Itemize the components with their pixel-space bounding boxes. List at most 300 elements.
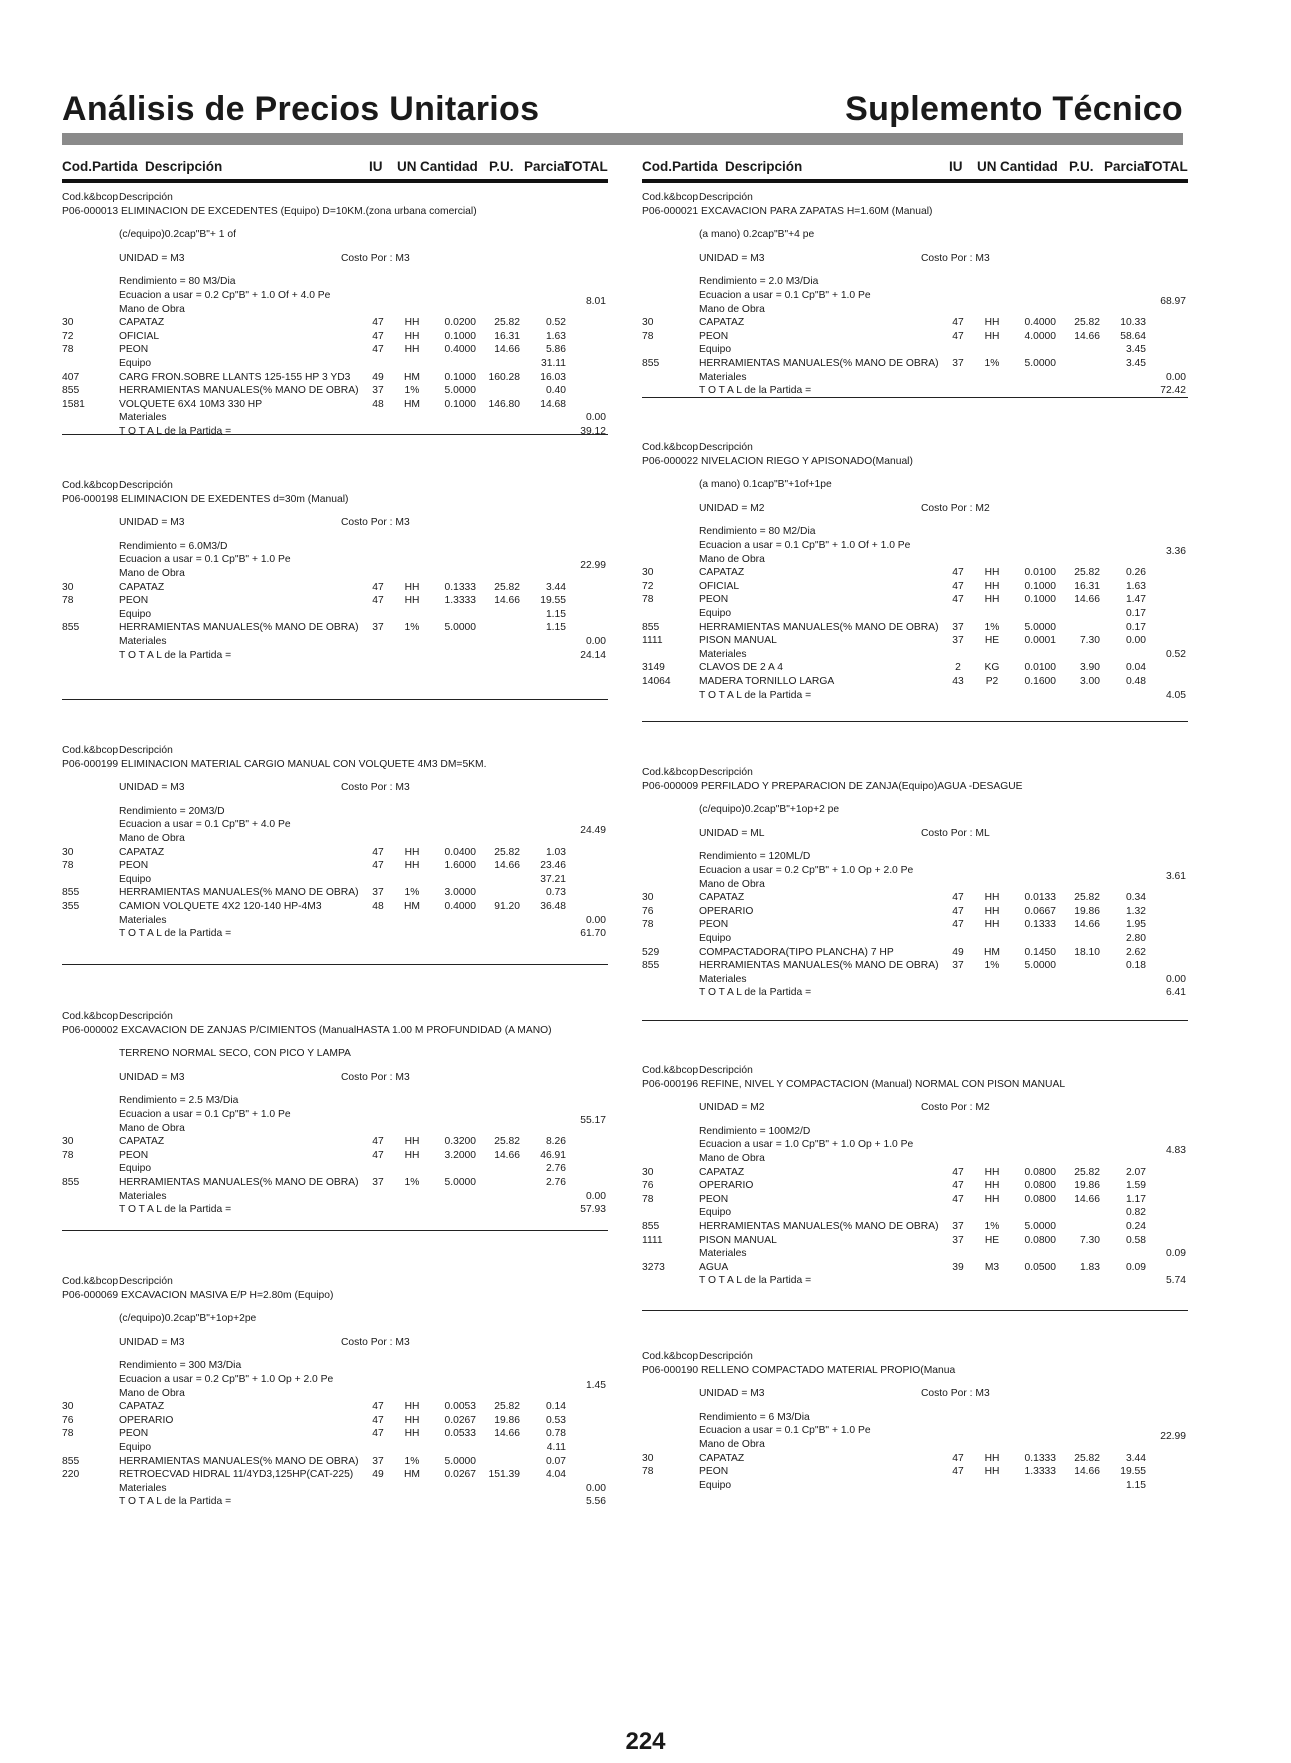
resource-iu: 47 bbox=[952, 905, 964, 917]
resource-unit-price: 19.86 bbox=[1074, 1180, 1100, 1192]
resource-row bbox=[62, 1468, 608, 1482]
spacer bbox=[642, 265, 1188, 275]
spacer bbox=[62, 1349, 608, 1359]
resource-unit: HH bbox=[404, 330, 420, 342]
resource-partial: 23.46 bbox=[540, 860, 566, 872]
right-column bbox=[642, 157, 1188, 1491]
resource-description: PEON bbox=[119, 1149, 149, 1161]
materiales-label: Materiales bbox=[699, 973, 747, 985]
spacer bbox=[642, 840, 1188, 850]
resource-iu: 47 bbox=[372, 860, 384, 872]
resource-description: PEON bbox=[699, 1193, 729, 1205]
resource-description: CAPATAZ bbox=[699, 892, 745, 904]
unidad-text: UNIDAD = ML bbox=[699, 827, 765, 839]
spacer bbox=[642, 1091, 1188, 1101]
costo-por-text: Costo Por : M3 bbox=[921, 252, 990, 264]
resource-iu: 47 bbox=[952, 317, 964, 329]
unidad-row bbox=[642, 1101, 1188, 1115]
materiales-row bbox=[642, 1247, 1188, 1261]
resource-quantity: 0.0100 bbox=[1024, 662, 1056, 674]
rendimiento-row bbox=[62, 1359, 608, 1373]
ecuacion-row bbox=[62, 818, 608, 832]
partida-total-label: T O T A L de la Partida = bbox=[699, 1275, 812, 1287]
block-label-row bbox=[62, 1275, 608, 1289]
header-iu: IU bbox=[949, 159, 963, 174]
resource-code: 355 bbox=[62, 900, 80, 912]
ecuacion-row bbox=[62, 289, 608, 303]
resource-code: 30 bbox=[62, 1401, 74, 1413]
resource-unit: HH bbox=[404, 344, 420, 356]
partida-title-row bbox=[642, 1364, 1188, 1378]
mano-de-obra-total: 3.61 bbox=[1165, 870, 1186, 882]
resource-description: OPERARIO bbox=[699, 1180, 754, 1192]
header-descripcion: Descripción bbox=[725, 159, 803, 174]
resource-quantity: 0.1333 bbox=[1024, 1452, 1056, 1464]
partida-block bbox=[62, 191, 608, 439]
rendimiento-text: Rendimiento = 2.5 M3/Dia bbox=[119, 1095, 239, 1107]
resource-unit-price: 16.31 bbox=[1074, 580, 1100, 592]
block-label-row bbox=[62, 744, 608, 758]
rendimiento-text: Rendimiento = 2.0 M3/Dia bbox=[699, 276, 819, 288]
resource-description: PEON bbox=[119, 1428, 149, 1440]
ecuacion-text: Ecuacion a usar = 0.1 Cp"B" + 1.0 Pe bbox=[119, 1108, 291, 1120]
partida-total-row bbox=[62, 425, 608, 439]
resource-description: CAPATAZ bbox=[119, 1136, 165, 1148]
unidad-row bbox=[62, 252, 608, 266]
cod-label: Cod.k&bcop bbox=[642, 1065, 699, 1076]
rendimiento-row bbox=[62, 1094, 608, 1108]
resource-description: CAPATAZ bbox=[119, 1401, 165, 1413]
resource-quantity: 5.0000 bbox=[444, 622, 476, 634]
resource-partial: 0.14 bbox=[545, 1401, 566, 1413]
resource-row bbox=[642, 1234, 1188, 1248]
resource-partial: 0.53 bbox=[545, 1414, 566, 1426]
resource-description: CAPATAZ bbox=[699, 317, 745, 329]
resource-iu: 47 bbox=[372, 595, 384, 607]
resource-iu: 48 bbox=[372, 900, 384, 912]
equipo-total: 31.11 bbox=[540, 357, 566, 369]
descripcion-label: Descripción bbox=[119, 192, 173, 203]
partida-block bbox=[62, 479, 608, 662]
header-total: TOTAL bbox=[564, 159, 608, 174]
resource-unit: HH bbox=[984, 1193, 1000, 1205]
equipo-total: 0.82 bbox=[1125, 1207, 1146, 1219]
resource-description: MADERA TORNILLO LARGA bbox=[699, 675, 835, 687]
resource-description: HERRAMIENTAS MANUALES(% MANO DE OBRA) bbox=[119, 622, 359, 634]
resource-iu: 47 bbox=[952, 1193, 964, 1205]
resource-code: 855 bbox=[62, 622, 80, 634]
equipo-row bbox=[642, 932, 1188, 946]
resource-row bbox=[62, 1149, 608, 1163]
resource-iu: 47 bbox=[372, 1428, 384, 1440]
resource-iu: 47 bbox=[952, 1166, 964, 1178]
resource-quantity: 0.0400 bbox=[444, 846, 476, 858]
materiales-row bbox=[62, 635, 608, 649]
header-cod-partida: Cod.Partida bbox=[62, 159, 138, 174]
resource-partial: 0.40 bbox=[545, 385, 566, 397]
resource-unit: 1% bbox=[404, 622, 420, 634]
materiales-row bbox=[62, 411, 608, 425]
resource-code: 76 bbox=[642, 905, 654, 917]
block-label-row bbox=[642, 191, 1188, 205]
resource-unit: 1% bbox=[404, 1455, 420, 1467]
resource-unit: HH bbox=[404, 1401, 420, 1413]
resource-partial: 1.47 bbox=[1125, 594, 1146, 606]
descripcion-label: Descripción bbox=[699, 442, 753, 453]
block-label-row bbox=[62, 191, 608, 205]
resource-description: PEON bbox=[119, 860, 149, 872]
materiales-label: Materiales bbox=[119, 412, 167, 424]
descripcion-label: Descripción bbox=[119, 1011, 173, 1022]
equipo-total: 2.76 bbox=[545, 1163, 566, 1175]
resource-unit-price: 91.20 bbox=[494, 900, 520, 912]
block-label-row bbox=[642, 1064, 1188, 1078]
resource-quantity: 5.0000 bbox=[1024, 621, 1056, 633]
resource-unit: 1% bbox=[984, 621, 1000, 633]
resource-quantity: 0.0500 bbox=[1024, 1261, 1056, 1273]
partida-note-row bbox=[62, 1047, 608, 1061]
resource-iu: 37 bbox=[952, 357, 964, 369]
resource-iu: 47 bbox=[372, 317, 384, 329]
ecuacion-text: Ecuacion a usar = 0.1 Cp"B" + 1.0 Pe bbox=[119, 554, 291, 566]
mano-de-obra-label: Mano de Obra bbox=[119, 567, 185, 579]
mano-de-obra-total: 3.36 bbox=[1165, 545, 1186, 557]
resource-unit: HH bbox=[404, 1149, 420, 1161]
partida-title-row bbox=[642, 780, 1188, 794]
block-label-row bbox=[642, 766, 1188, 780]
resource-partial: 16.03 bbox=[540, 371, 566, 383]
partida-total-value: 61.70 bbox=[580, 928, 606, 940]
resource-description: CAPATAZ bbox=[699, 1452, 745, 1464]
resource-quantity: 3.0000 bbox=[444, 887, 476, 899]
resource-quantity: 5.0000 bbox=[1024, 960, 1056, 972]
partida-total-row bbox=[642, 1274, 1188, 1288]
resource-partial: 46.91 bbox=[540, 1149, 566, 1161]
resource-quantity: 3.2000 bbox=[444, 1149, 476, 1161]
equipo-total: 3.45 bbox=[1125, 344, 1146, 356]
resource-row bbox=[62, 621, 608, 635]
resource-unit: 1% bbox=[984, 357, 1000, 369]
resource-description: PEON bbox=[119, 344, 149, 356]
resource-iu: 39 bbox=[952, 1261, 964, 1273]
resource-unit: HH bbox=[984, 1466, 1000, 1478]
resource-code: 3149 bbox=[642, 662, 665, 674]
spacer bbox=[642, 793, 1188, 803]
block-separator bbox=[642, 397, 1188, 398]
resource-quantity: 5.0000 bbox=[1024, 357, 1056, 369]
resource-unit-price: 14.66 bbox=[494, 595, 520, 607]
resource-row bbox=[642, 357, 1188, 371]
resource-description: PEON bbox=[119, 595, 149, 607]
partida-code-title: P06-000002 EXCAVACION DE ZANJAS P/CIMIENTOS (ManualHASTA 1.00 M PROFUNDIDAD (A MANO) bbox=[62, 1024, 552, 1036]
resource-unit-price: 14.66 bbox=[1074, 1193, 1100, 1205]
equipo-total: 4.11 bbox=[546, 1441, 566, 1453]
resource-code: 855 bbox=[642, 357, 660, 369]
resource-partial: 1.63 bbox=[1125, 580, 1146, 592]
equipo-row bbox=[62, 1441, 608, 1455]
partida-code-title: P06-000069 EXCAVACION MASIVA E/P H=2.80m (Equipo) bbox=[62, 1289, 334, 1301]
resource-row bbox=[62, 581, 608, 595]
block-label-row bbox=[642, 441, 1188, 455]
costo-por-text: Costo Por : M3 bbox=[341, 252, 410, 264]
partida-total-value: 5.56 bbox=[585, 1496, 606, 1508]
partida-total-label: T O T A L de la Partida = bbox=[119, 649, 232, 661]
resource-partial: 0.04 bbox=[1125, 662, 1146, 674]
resource-code: 78 bbox=[642, 594, 654, 606]
unidad-row bbox=[642, 252, 1188, 266]
cod-label: Cod.k&bcop bbox=[62, 192, 119, 203]
resource-row bbox=[62, 316, 608, 330]
cod-label: Cod.k&bcop bbox=[62, 1276, 119, 1287]
resource-iu: 37 bbox=[372, 622, 384, 634]
resource-partial: 2.76 bbox=[545, 1176, 566, 1188]
header-un: UN bbox=[397, 159, 417, 174]
partida-code-title: P06-000009 PERFILADO Y PREPARACION DE ZANJA(Equipo)AGUA -DESAGUE bbox=[642, 780, 1023, 792]
resource-quantity: 5.0000 bbox=[1024, 1220, 1056, 1232]
resource-iu: 47 bbox=[952, 594, 964, 606]
header-iu: IU bbox=[369, 159, 383, 174]
resource-unit: HM bbox=[403, 371, 420, 383]
resource-description: CAMION VOLQUETE 4X2 120-140 HP-4M3 bbox=[119, 900, 322, 912]
partida-note-row bbox=[62, 1312, 608, 1326]
unidad-text: UNIDAD = M3 bbox=[119, 1071, 185, 1083]
descripcion-label: Descripción bbox=[699, 1351, 753, 1362]
partida-code-title: P06-000022 NIVELACION RIEGO Y APISONADO(Manual) bbox=[642, 455, 913, 467]
unidad-text: UNIDAD = M3 bbox=[119, 517, 185, 529]
resource-quantity: 0.0267 bbox=[444, 1469, 476, 1481]
resource-code: 78 bbox=[62, 1149, 74, 1161]
materiales-total: 0.00 bbox=[585, 635, 606, 647]
resource-unit: HH bbox=[404, 1428, 420, 1440]
costo-por-text: Costo Por : M2 bbox=[921, 1102, 990, 1114]
spacer bbox=[642, 1401, 1188, 1411]
resource-code: 78 bbox=[642, 1466, 654, 1478]
resource-row bbox=[62, 1176, 608, 1190]
equipo-row bbox=[62, 873, 608, 887]
cod-label: Cod.k&bcop bbox=[642, 442, 699, 453]
resource-row bbox=[62, 900, 608, 914]
materiales-total: 0.52 bbox=[1165, 648, 1186, 660]
mano-de-obra-label: Mano de Obra bbox=[119, 832, 185, 844]
equipo-row bbox=[642, 343, 1188, 357]
resource-description: AGUA bbox=[699, 1261, 729, 1273]
partida-total-label: T O T A L de la Partida = bbox=[119, 928, 232, 940]
resource-row bbox=[642, 330, 1188, 344]
resource-iu: 47 bbox=[952, 892, 964, 904]
partida-block bbox=[642, 441, 1188, 702]
resource-unit: HH bbox=[404, 595, 420, 607]
partida-block bbox=[62, 1275, 608, 1509]
resource-unit-price: 3.00 bbox=[1079, 675, 1100, 687]
costo-por-text: Costo Por : M3 bbox=[341, 1336, 410, 1348]
partida-block bbox=[642, 191, 1188, 398]
resource-code: 78 bbox=[642, 1193, 654, 1205]
resource-iu: 47 bbox=[952, 1452, 964, 1464]
equipo-total: 37.21 bbox=[540, 873, 566, 885]
resource-partial: 1.32 bbox=[1125, 905, 1146, 917]
ecuacion-text: Ecuacion a usar = 1.0 Cp"B" + 1.0 Op + 1.0 Pe bbox=[699, 1139, 914, 1151]
resource-row bbox=[62, 371, 608, 385]
rendimiento-text: Rendimiento = 80 M3/Dia bbox=[119, 276, 236, 288]
resource-partial: 4.04 bbox=[545, 1469, 566, 1481]
resource-quantity: 0.1333 bbox=[1024, 919, 1056, 931]
resource-code: 1111 bbox=[642, 1234, 663, 1246]
spacer bbox=[642, 468, 1188, 478]
block-label-row bbox=[62, 479, 608, 493]
resource-quantity: 0.4000 bbox=[444, 344, 476, 356]
ecuacion-row bbox=[62, 553, 608, 567]
partida-note: (a mano) 0.1cap"B"+1of+1pe bbox=[699, 479, 832, 491]
resource-unit: HH bbox=[404, 317, 420, 329]
spacer bbox=[62, 1061, 608, 1071]
resource-code: 3273 bbox=[642, 1261, 665, 1273]
materiales-label: Materiales bbox=[119, 914, 167, 926]
rendimiento-row bbox=[642, 850, 1188, 864]
resource-unit: 1% bbox=[984, 1220, 1000, 1232]
ecuacion-row bbox=[642, 864, 1188, 878]
resource-quantity: 0.4000 bbox=[444, 900, 476, 912]
header-descripcion: Descripción bbox=[145, 159, 223, 174]
resource-unit: HM bbox=[403, 900, 420, 912]
unidad-text: UNIDAD = M3 bbox=[119, 782, 185, 794]
resource-unit-price: 14.66 bbox=[1074, 594, 1100, 606]
resource-unit: HH bbox=[984, 580, 1000, 592]
partida-code-title: P06-000199 ELIMINACION MATERIAL CARGIO MANUAL CON VOLQUETE 4M3 DM=5KM. bbox=[62, 758, 487, 770]
resource-unit: 1% bbox=[984, 960, 1000, 972]
resource-iu: 48 bbox=[372, 398, 384, 410]
partida-title-row bbox=[62, 758, 608, 772]
materiales-total: 0.00 bbox=[1165, 371, 1186, 383]
partida-code-title: P06-000190 RELLENO COMPACTADO MATERIAL PROPIO(Manua bbox=[642, 1364, 956, 1376]
resource-partial: 0.09 bbox=[1125, 1261, 1146, 1273]
resource-partial: 0.18 bbox=[1125, 960, 1146, 972]
costo-por-text: Costo Por : M3 bbox=[341, 782, 410, 794]
block-separator bbox=[62, 1230, 608, 1231]
ecuacion-row bbox=[642, 289, 1188, 303]
partida-code-title: P06-000013 ELIMINACION DE EXCEDENTES (Equipo) D=10KM.(zona urbana comercial) bbox=[62, 205, 477, 217]
resource-quantity: 4.0000 bbox=[1024, 330, 1056, 342]
resource-row bbox=[642, 661, 1188, 675]
mano-de-obra-label: Mano de Obra bbox=[699, 1438, 765, 1450]
resource-unit-price: 7.30 bbox=[1079, 1234, 1100, 1246]
resource-row bbox=[62, 1135, 608, 1149]
equipo-label: Equipo bbox=[699, 1479, 732, 1491]
rendimiento-text: Rendimiento = 100M2/D bbox=[699, 1125, 811, 1137]
materiales-total: 0.00 bbox=[585, 1482, 606, 1494]
equipo-label: Equipo bbox=[119, 608, 152, 620]
resource-unit-price: 25.82 bbox=[1074, 317, 1100, 329]
resource-unit: HH bbox=[404, 1414, 420, 1426]
resource-code: 855 bbox=[62, 1176, 80, 1188]
block-separator bbox=[62, 964, 608, 965]
resource-description: VOLQUETE 6X4 10M3 330 HP bbox=[119, 398, 263, 410]
ecuacion-text: Ecuacion a usar = 0.2 Cp"B" + 1.0 Of + 4.0 Pe bbox=[119, 289, 331, 301]
partida-code-title: P06-000198 ELIMINACION DE EXEDENTES d=30m (Manual) bbox=[62, 493, 349, 505]
header-un: UN bbox=[977, 159, 997, 174]
rendimiento-row bbox=[62, 540, 608, 554]
partida-title-row bbox=[642, 205, 1188, 219]
resource-code: 30 bbox=[62, 317, 74, 329]
resource-iu: 49 bbox=[372, 1469, 384, 1481]
resource-iu: 2 bbox=[955, 662, 961, 674]
resource-unit-price: 19.86 bbox=[1074, 905, 1100, 917]
partida-note: (c/equipo)0.2cap"B"+1op+2pe bbox=[119, 1313, 257, 1325]
descripcion-label: Descripción bbox=[119, 480, 173, 491]
resource-unit: HH bbox=[984, 905, 1000, 917]
resource-quantity: 0.0133 bbox=[1024, 892, 1056, 904]
equipo-row bbox=[62, 357, 608, 371]
resource-partial: 1.17 bbox=[1125, 1193, 1146, 1205]
resource-iu: 47 bbox=[372, 330, 384, 342]
block-separator bbox=[642, 1020, 1188, 1021]
cod-label: Cod.k&bcop bbox=[642, 767, 699, 778]
resource-partial: 2.07 bbox=[1125, 1166, 1146, 1178]
resource-iu: 37 bbox=[372, 1455, 384, 1467]
cod-label: Cod.k&bcop bbox=[62, 745, 119, 756]
ecuacion-row bbox=[642, 539, 1188, 553]
resource-unit: HH bbox=[984, 330, 1000, 342]
page-title-left: Análisis de Precios Unitarios bbox=[62, 90, 540, 128]
partida-title-row bbox=[642, 1078, 1188, 1092]
rendimiento-text: Rendimiento = 300 M3/Dia bbox=[119, 1360, 242, 1372]
resource-code: 30 bbox=[62, 846, 74, 858]
mano-de-obra-label: Mano de Obra bbox=[119, 1122, 185, 1134]
resource-partial: 1.03 bbox=[545, 846, 566, 858]
equipo-total: 1.15 bbox=[545, 608, 566, 620]
header-rule bbox=[62, 133, 1183, 145]
materiales-row bbox=[642, 648, 1188, 662]
partida-total-value: 72.42 bbox=[1160, 385, 1186, 397]
resource-description: HERRAMIENTAS MANUALES(% MANO DE OBRA) bbox=[119, 1455, 359, 1467]
resource-row bbox=[642, 621, 1188, 635]
materiales-row bbox=[642, 973, 1188, 987]
ecuacion-text: Ecuacion a usar = 0.1 Cp"B" + 4.0 Pe bbox=[119, 819, 291, 831]
materiales-total: 0.00 bbox=[585, 412, 606, 424]
partida-total-label: T O T A L de la Partida = bbox=[119, 1496, 232, 1508]
resource-row bbox=[642, 918, 1188, 932]
resource-row bbox=[642, 316, 1188, 330]
equipo-total: 0.17 bbox=[1125, 607, 1146, 619]
resource-quantity: 0.1000 bbox=[444, 398, 476, 410]
spacer bbox=[642, 817, 1188, 827]
resource-description: HERRAMIENTAS MANUALES(% MANO DE OBRA) bbox=[699, 621, 939, 633]
column-header bbox=[62, 157, 608, 183]
resource-row bbox=[642, 891, 1188, 905]
rendimiento-row bbox=[62, 805, 608, 819]
resource-description: OPERARIO bbox=[699, 905, 754, 917]
equipo-label: Equipo bbox=[699, 932, 732, 944]
resource-partial: 0.52 bbox=[545, 317, 566, 329]
resource-iu: 37 bbox=[952, 635, 964, 647]
resource-row bbox=[642, 1465, 1188, 1479]
resource-code: 407 bbox=[62, 371, 80, 383]
resource-unit: HH bbox=[984, 1180, 1000, 1192]
resource-quantity: 0.1000 bbox=[444, 371, 476, 383]
header-pu: P.U. bbox=[489, 159, 514, 174]
resource-quantity: 0.0667 bbox=[1024, 905, 1056, 917]
partida-total-value: 57.93 bbox=[580, 1204, 606, 1216]
spacer bbox=[62, 795, 608, 805]
rendimiento-text: Rendimiento = 6.0M3/D bbox=[119, 540, 228, 552]
ecuacion-text: Ecuacion a usar = 0.1 Cp"B" + 1.0 Pe bbox=[699, 289, 871, 301]
spacer bbox=[62, 1302, 608, 1312]
resource-code: 855 bbox=[642, 1220, 660, 1232]
resource-code: 78 bbox=[62, 1428, 74, 1440]
resource-code: 30 bbox=[642, 317, 654, 329]
resource-description: HERRAMIENTAS MANUALES(% MANO DE OBRA) bbox=[699, 960, 939, 972]
resource-partial: 0.07 bbox=[545, 1455, 566, 1467]
resource-description: OFICIAL bbox=[119, 330, 160, 342]
